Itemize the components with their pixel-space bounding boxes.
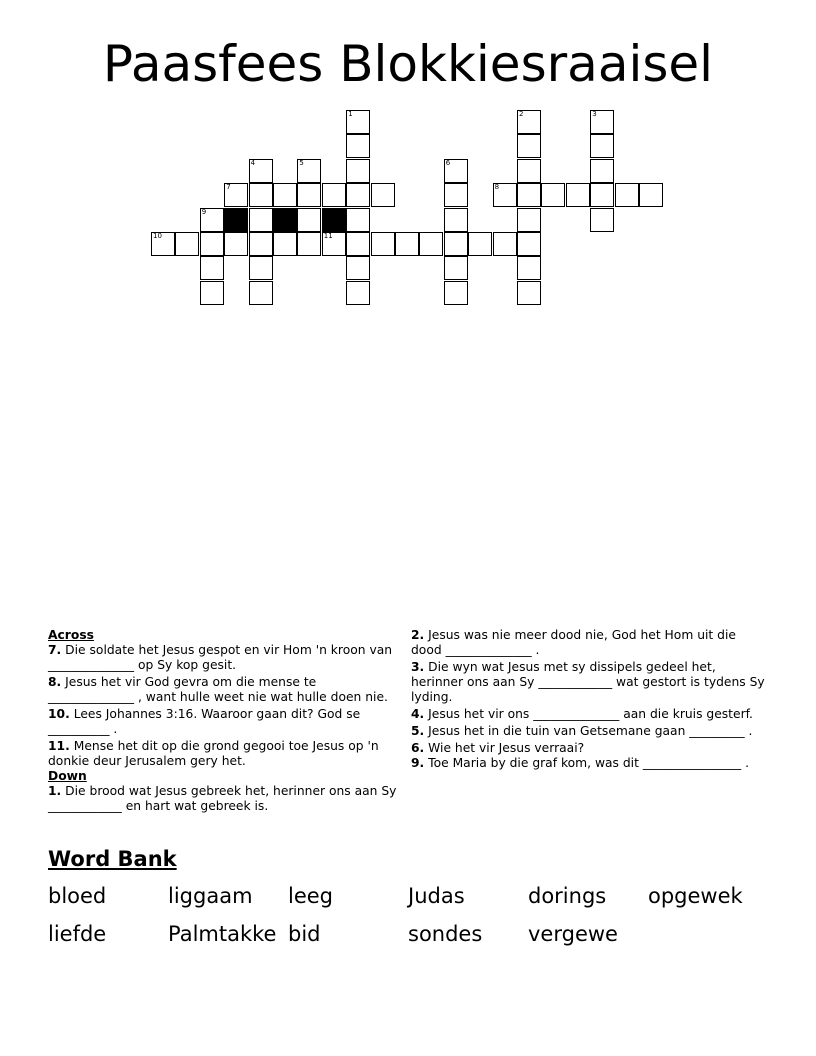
crossword-cell[interactable] — [249, 183, 273, 207]
crossword-cell[interactable] — [297, 183, 321, 207]
crossword-cell[interactable] — [200, 281, 224, 305]
clue-number: 6. — [411, 741, 425, 755]
cell-number: 3 — [592, 110, 597, 118]
crossword-cell[interactable] — [566, 183, 590, 207]
crossword-cell[interactable] — [590, 159, 614, 183]
clue-down-2 — [411, 628, 766, 658]
crossword-cell[interactable] — [419, 232, 443, 256]
crossword-cell[interactable] — [590, 208, 614, 232]
crossword-cell[interactable] — [297, 159, 321, 183]
word-bank-word: bid — [288, 922, 321, 946]
clue-across-7 — [48, 643, 403, 673]
crossword-cell[interactable] — [444, 208, 468, 232]
clue-number: 2. — [411, 628, 425, 642]
crossword-cell[interactable] — [517, 281, 541, 305]
crossword-cell[interactable] — [273, 232, 297, 256]
crossword-cell[interactable] — [249, 256, 273, 280]
crossword-cell[interactable] — [224, 183, 248, 207]
cell-number: 6 — [445, 158, 451, 167]
clue-text: Die brood wat Jesus gebreek het, herinner ons aan Sy ____________ en hart wat gebreek is. — [48, 784, 397, 813]
clue-across-11 — [48, 739, 403, 769]
clue-text: Die wyn wat Jesus met sy dissipels gedeel het, herinner ons aan Sy ____________ wat gestort is tydens Sy lyding. — [411, 660, 765, 704]
clue-number: 10. — [48, 707, 70, 721]
cell-number: 2 — [519, 110, 524, 118]
word-bank-word: Palmtakke — [168, 922, 277, 946]
clue-number: 9. — [411, 756, 425, 770]
cell-number: 11 — [323, 232, 333, 240]
page-title: Paasfees Blokkiesraaisel — [102, 35, 714, 93]
clue-down-1 — [48, 784, 403, 814]
crossword-cell[interactable] — [371, 183, 395, 207]
clue-text: Wie het vir Jesus verraai? — [428, 741, 585, 755]
crossword-cell[interactable] — [346, 256, 370, 280]
crossword-cell[interactable] — [346, 281, 370, 305]
crossword-grid — [0, 0, 816, 320]
clue-number: 11. — [48, 739, 70, 753]
crossword-cell[interactable] — [590, 110, 614, 134]
cell-number: 7 — [226, 183, 231, 192]
clue-down-3 — [411, 660, 766, 705]
crossword-cell[interactable] — [200, 232, 224, 256]
crossword-cell[interactable] — [346, 208, 370, 232]
crossword-cell[interactable] — [249, 159, 273, 183]
cell-number: 5 — [299, 158, 304, 167]
crossword-cell[interactable] — [175, 232, 199, 256]
cell-number: 4 — [250, 158, 256, 167]
crossword-cell[interactable] — [346, 134, 370, 158]
crossword-cell[interactable] — [639, 183, 663, 207]
crossword-cell[interactable] — [322, 183, 346, 207]
word-bank-word: opgewek — [648, 884, 743, 908]
crossword-cell[interactable] — [493, 183, 517, 207]
crossword-cell[interactable] — [200, 256, 224, 280]
crossword-cell[interactable] — [590, 134, 614, 158]
clue-text: Mense het dit op die grond gegooi toe Jesus op 'n donkie deur Jerusalem gery het. — [48, 739, 379, 768]
word-bank-word: Judas — [408, 884, 465, 908]
clue-number: 8. — [48, 675, 62, 689]
crossword-cell[interactable] — [444, 281, 468, 305]
crossword-cell[interactable] — [346, 232, 370, 256]
crossword-cell[interactable] — [444, 183, 468, 207]
clue-down-4 — [411, 707, 766, 722]
crossword-cell[interactable] — [249, 232, 273, 256]
crossword-cell[interactable] — [615, 183, 639, 207]
clue-text: Jesus was nie meer dood nie, God het Hom uit die dood ______________ . — [411, 628, 736, 657]
clue-down-9 — [411, 756, 766, 771]
word-bank-word: vergewe — [528, 922, 618, 946]
word-bank-word: dorings — [528, 884, 607, 908]
down-heading: Down — [48, 769, 87, 783]
cell-number: 8 — [494, 183, 500, 192]
crossword-cell[interactable] — [517, 232, 541, 256]
crossword-black-square — [273, 208, 297, 232]
crossword-cell[interactable] — [200, 208, 224, 232]
word-bank-heading: Word Bank — [48, 847, 177, 871]
clue-across-8 — [48, 675, 403, 705]
word-bank-word: sondes — [408, 922, 483, 946]
word-bank-word: bloed — [48, 884, 107, 908]
clue-number: 1. — [48, 784, 62, 798]
crossword-cell[interactable] — [517, 110, 541, 134]
word-bank-word: liefde — [48, 922, 107, 946]
crossword-cell[interactable] — [517, 134, 541, 158]
crossword-cell[interactable] — [444, 159, 468, 183]
crossword-cell[interactable] — [395, 232, 419, 256]
crossword-cell[interactable] — [371, 232, 395, 256]
clues-left-column — [48, 628, 403, 816]
crossword-cell[interactable] — [249, 208, 273, 232]
crossword-cell[interactable] — [273, 183, 297, 207]
crossword-cell[interactable] — [517, 208, 541, 232]
clue-across-10 — [48, 707, 403, 737]
crossword-cell[interactable] — [517, 183, 541, 207]
clue-text: Lees Johannes 3:16. Waaroor gaan dit? God se __________ . — [48, 707, 361, 736]
clue-number: 3. — [411, 660, 425, 674]
crossword-cell[interactable] — [517, 256, 541, 280]
clue-down-6 — [411, 741, 766, 756]
clue-number: 5. — [411, 724, 425, 738]
clue-text: Jesus het in die tuin van Getsemane gaan _________ . — [428, 724, 753, 738]
crossword-cell[interactable] — [541, 183, 565, 207]
cell-number: 1 — [348, 110, 353, 118]
crossword-cell[interactable] — [249, 281, 273, 305]
crossword-cell[interactable] — [517, 159, 541, 183]
crossword-cell[interactable] — [297, 232, 321, 256]
crossword-cell[interactable] — [468, 232, 492, 256]
clue-text: Jesus het vir ons ______________ aan die kruis gesterf. — [428, 707, 753, 721]
crossword-cell[interactable] — [151, 232, 175, 256]
across-heading: Across — [48, 628, 94, 642]
clue-text: Toe Maria by die graf kom, was dit ________________ . — [428, 756, 750, 770]
clue-number: 7. — [48, 643, 62, 657]
clue-text: Jesus het vir God gevra om die mense te ______________ , want hulle weet nie wat hulle doen nie. — [48, 675, 388, 704]
clue-number: 4. — [411, 707, 425, 721]
clues-right-column — [411, 628, 766, 773]
crossword-black-square — [224, 208, 248, 232]
word-bank-word: liggaam — [168, 884, 253, 908]
crossword-cell[interactable] — [346, 183, 370, 207]
cell-number: 9 — [201, 207, 207, 216]
clue-down-5 — [411, 724, 766, 739]
crossword-cell[interactable] — [224, 232, 248, 256]
crossword-black-square — [322, 208, 346, 232]
crossword-cell[interactable] — [590, 183, 614, 207]
cell-number: 10 — [153, 232, 162, 240]
crossword-cell[interactable] — [493, 232, 517, 256]
crossword-cell[interactable] — [322, 232, 346, 256]
clue-text: Die soldate het Jesus gespot en vir Hom 'n kroon van ______________ op Sy kop gesit. — [48, 643, 393, 672]
crossword-cell[interactable] — [297, 208, 321, 232]
crossword-cell[interactable] — [346, 110, 370, 134]
crossword-cell[interactable] — [346, 159, 370, 183]
crossword-cell[interactable] — [444, 232, 468, 256]
crossword-cell[interactable] — [444, 256, 468, 280]
word-bank-word: leeg — [288, 884, 334, 908]
